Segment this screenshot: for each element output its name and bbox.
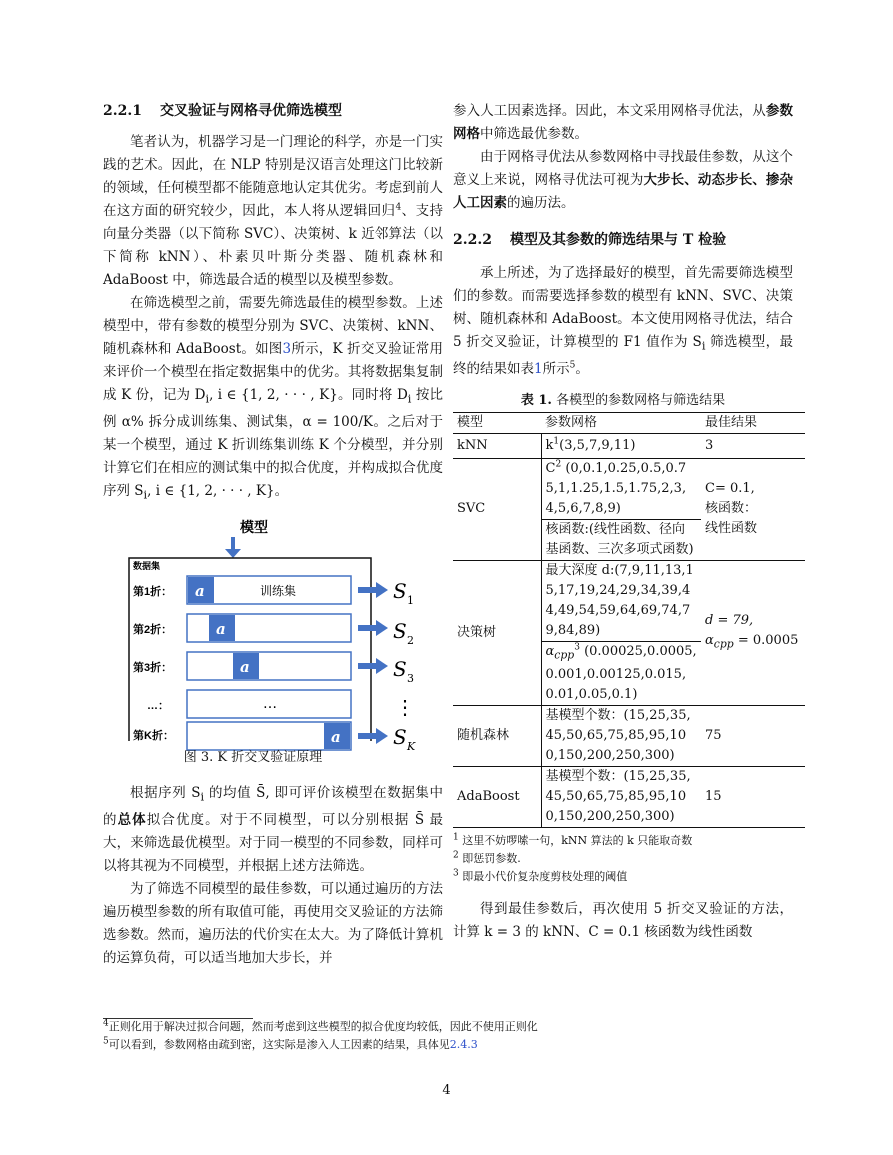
table-ref-link[interactable]: 1 [534,360,543,377]
fold-2-label: 第2折： [133,624,173,637]
section-number: 2.2.1 [103,103,142,119]
table-row-svc-b: 核函数:(线性函数、径向基函数、三次多项式函数) [453,519,805,560]
svg-text:a: a [240,658,250,677]
model-label: 模型 [240,519,268,536]
paragraph-r2: 承上所述，为了选择最好的模型，首先需要筛选模型们的参数。而需要选择参数的模型有 kNN、SVC、决策树、随机森林和 AdaBoost。本文使用网格寻优法，结合 5 折交叉验证，计算模型的 F1 值作为 $S_i$ 筛选模型，最终的结果如表1所示$^5$。 [453,265,793,377]
svg-text:a: a [216,620,226,639]
svg-text:…: … [263,696,277,713]
dataset-label: 数据集 [133,561,161,572]
table-note-1: $^1$ 这里不妨啰嗦一句，kNN 算法的 k 只能取奇数 [453,832,693,848]
svg-text:3: 3 [407,672,414,686]
paragraph-4: 为了筛选不同模型的最佳参数，可以通过遍历的方法遍历模型参数的所有取值可能，再使用交叉验证的方法筛选参数。然而，遍历法的代价实在太大。为了降低计算机的运算负荷，可以适当地加大步长，并 [103,881,443,967]
s3-label: S [393,657,407,682]
section-2-2-1-heading [103,100,443,123]
section-ref-link[interactable]: 2.4.3 [449,1038,478,1051]
model-arrow-head [225,549,241,558]
page-footnotes [103,1018,793,1054]
kfold-diagram [103,516,443,741]
header-model: 模型 [457,414,484,430]
footnote-ref-4[interactable]: 4 [395,202,402,213]
fold-3-label: 第3折： [133,662,173,675]
section-2-2-2-heading [453,229,793,252]
fold-1-label: 第1折： [133,586,173,599]
s2-label: S [393,619,407,644]
section-title: 模型及其参数的筛选结果与 T 检验 [509,232,727,248]
fold-1-a: a [195,582,205,601]
paragraph-1: 笔者认为，机器学习是一门理论的科学，亦是一门实践的艺术。因此，在 NLP 特别是汉语言处理这门比较新的领域，任何模型都不能随意地认定其优劣。考虑到前人在这方面的研究较少，因此，本人将从逻辑回归$^4$、支持向量分类器（以下简称 SVC）、决策树、k 近邻算法（以下简称 kNN）、朴素贝叶斯分类器、随机森林和 AdaBoost 中，筛选最合适的模型以及模型参数。 [103,134,444,288]
fold-1-arrow-head [376,582,388,598]
table-notes [453,832,793,886]
fold-3-box [187,652,351,680]
header-best: 最佳结果 [705,414,758,430]
table-caption: 表 1. 各模型的参数网格与筛选结果 [520,392,726,408]
section-number: 2.2.2 [453,232,492,248]
param-grid-table [453,412,805,829]
footnote-4: $^4$正则化用于解决过拟合问题，然而考虑到这些模型的拟合优度均较低，因此不使用正则化 [103,1018,538,1033]
vertical-ellipsis: ⋮ [395,695,415,720]
section-title: 交叉验证与网格寻优筛选模型 [159,103,342,119]
paragraph-r0: 参入人工因素选择。因此，本文采用网格寻优法，从参数网格中筛选最优参数。 [453,103,794,142]
paragraph-r1: 由于网格寻优法从参数网格中寻找最佳参数，从这个意义上来说，网格寻优法可视为大步长、动态步长、掺杂人工因素的遍历法。 [453,149,794,211]
train-set-label: 训练集 [260,584,297,599]
right-column [453,100,799,944]
table-note-3: $^3$ 即最小代价复杂度剪枝处理的阈值 [453,868,628,884]
figure-ref-link[interactable]: 3 [282,341,292,357]
sk-label: S [393,725,407,750]
table-row-rf: 随机森林 基模型个数：(15,25,35,45,50,65,75,85,95,100,150,200,250,300) 75 [453,706,805,767]
paragraph-2: 在筛选模型之前，需要先筛选最佳的模型参数。上述模型中，带有参数的模型分别为 SVC、决策树、kNN、随机森林和 AdaBoost。如图3所示，K 折交叉验证常用来评价一个模型在指定数据集中的优劣。其将数据集复制成 K 份，记为 $D_i$, i ∈ {1, 2, · · · , K}。同时将 $D_i$ 按比例 α% 拆分成训练集、测试集，α = 100/K。之后对于某一个模型，通过 K 折训练集训练 K 个分模型，并分别计算它们在相应的测试集中的拟合优度，并构成拟合优度序列 $S_i$, i ∈ {1, 2, · · · , K}。 [103,295,443,502]
table-row-knn: kNN $k^1(3,5,7,9,11)$ 3 [453,433,805,458]
footnote-ref-5[interactable]: 5 [569,360,576,371]
model-arrow-shaft [231,537,235,549]
paragraph-3: 根据序列 $S_i$ 的均值 S̄, 即可评价该模型在数据集中的总体拟合优度。对于不同模型，可以分别根据 S̄ 最大，来筛选最优模型。对于同一模型的不同参数，同样可以将其视为不同模型，并根据上述方法筛选。 [103,785,443,875]
s1-label: S [393,579,407,604]
kfold-figure [103,516,443,764]
fold-1-arrow-shaft [358,587,376,593]
page-number: 4 [442,1083,451,1098]
footnote-5: $^5$可以看到，参数网格由疏到密，这实际是渗入人工因素的结果，具体见2.4.3 [103,1036,478,1051]
svg-text:2: 2 [407,634,414,648]
table-row-svc-a: SVC $C^2$ (0,0.1,0.25,0.5,0.75,1,1.25,1.5,1.75,2,3,4,5,6,7,8,9) C= 0.1, 核函数： 线性函数 [453,458,805,519]
table-row-tree-a: 决策树 最大深度 d:(7,9,11,13,15,17,19,24,29,34,39,44,49,54,59,64,69,74,79,84,89) d = 79, $\alpha_{cpp} = 0.0005$ [453,560,805,641]
fold-ellipsis-label: …： [147,700,169,713]
table-note-2: $^2$ 即惩罚参数. [453,850,521,866]
paragraph-r3: 得到最佳参数后，再次使用 5 折交叉验证的方法，计算 k = 3 的 kNN、C = 0.1 核函数为线性函数 [453,901,793,941]
table-row-ada: AdaBoost 基模型个数：(15,25,35,45,50,65,75,85,95,100,150,200,250,300) 15 [453,767,805,828]
svg-text:K: K [407,740,416,754]
fold-k-label: 第K折： [133,730,174,742]
figure-caption: 图 3. K 折交叉验证原理 [183,750,323,766]
svg-text:1: 1 [407,594,414,608]
left-column [103,100,443,970]
svg-text:a: a [331,728,341,747]
header-grid: 参数网格 [545,414,598,430]
table-header-row [453,412,805,433]
table-row-tree-b: $\alpha_{cpp}^3$ (0.00025,0.0005,0.001,0.00125,0.015,0.01,0.05,0.1) [453,641,805,706]
